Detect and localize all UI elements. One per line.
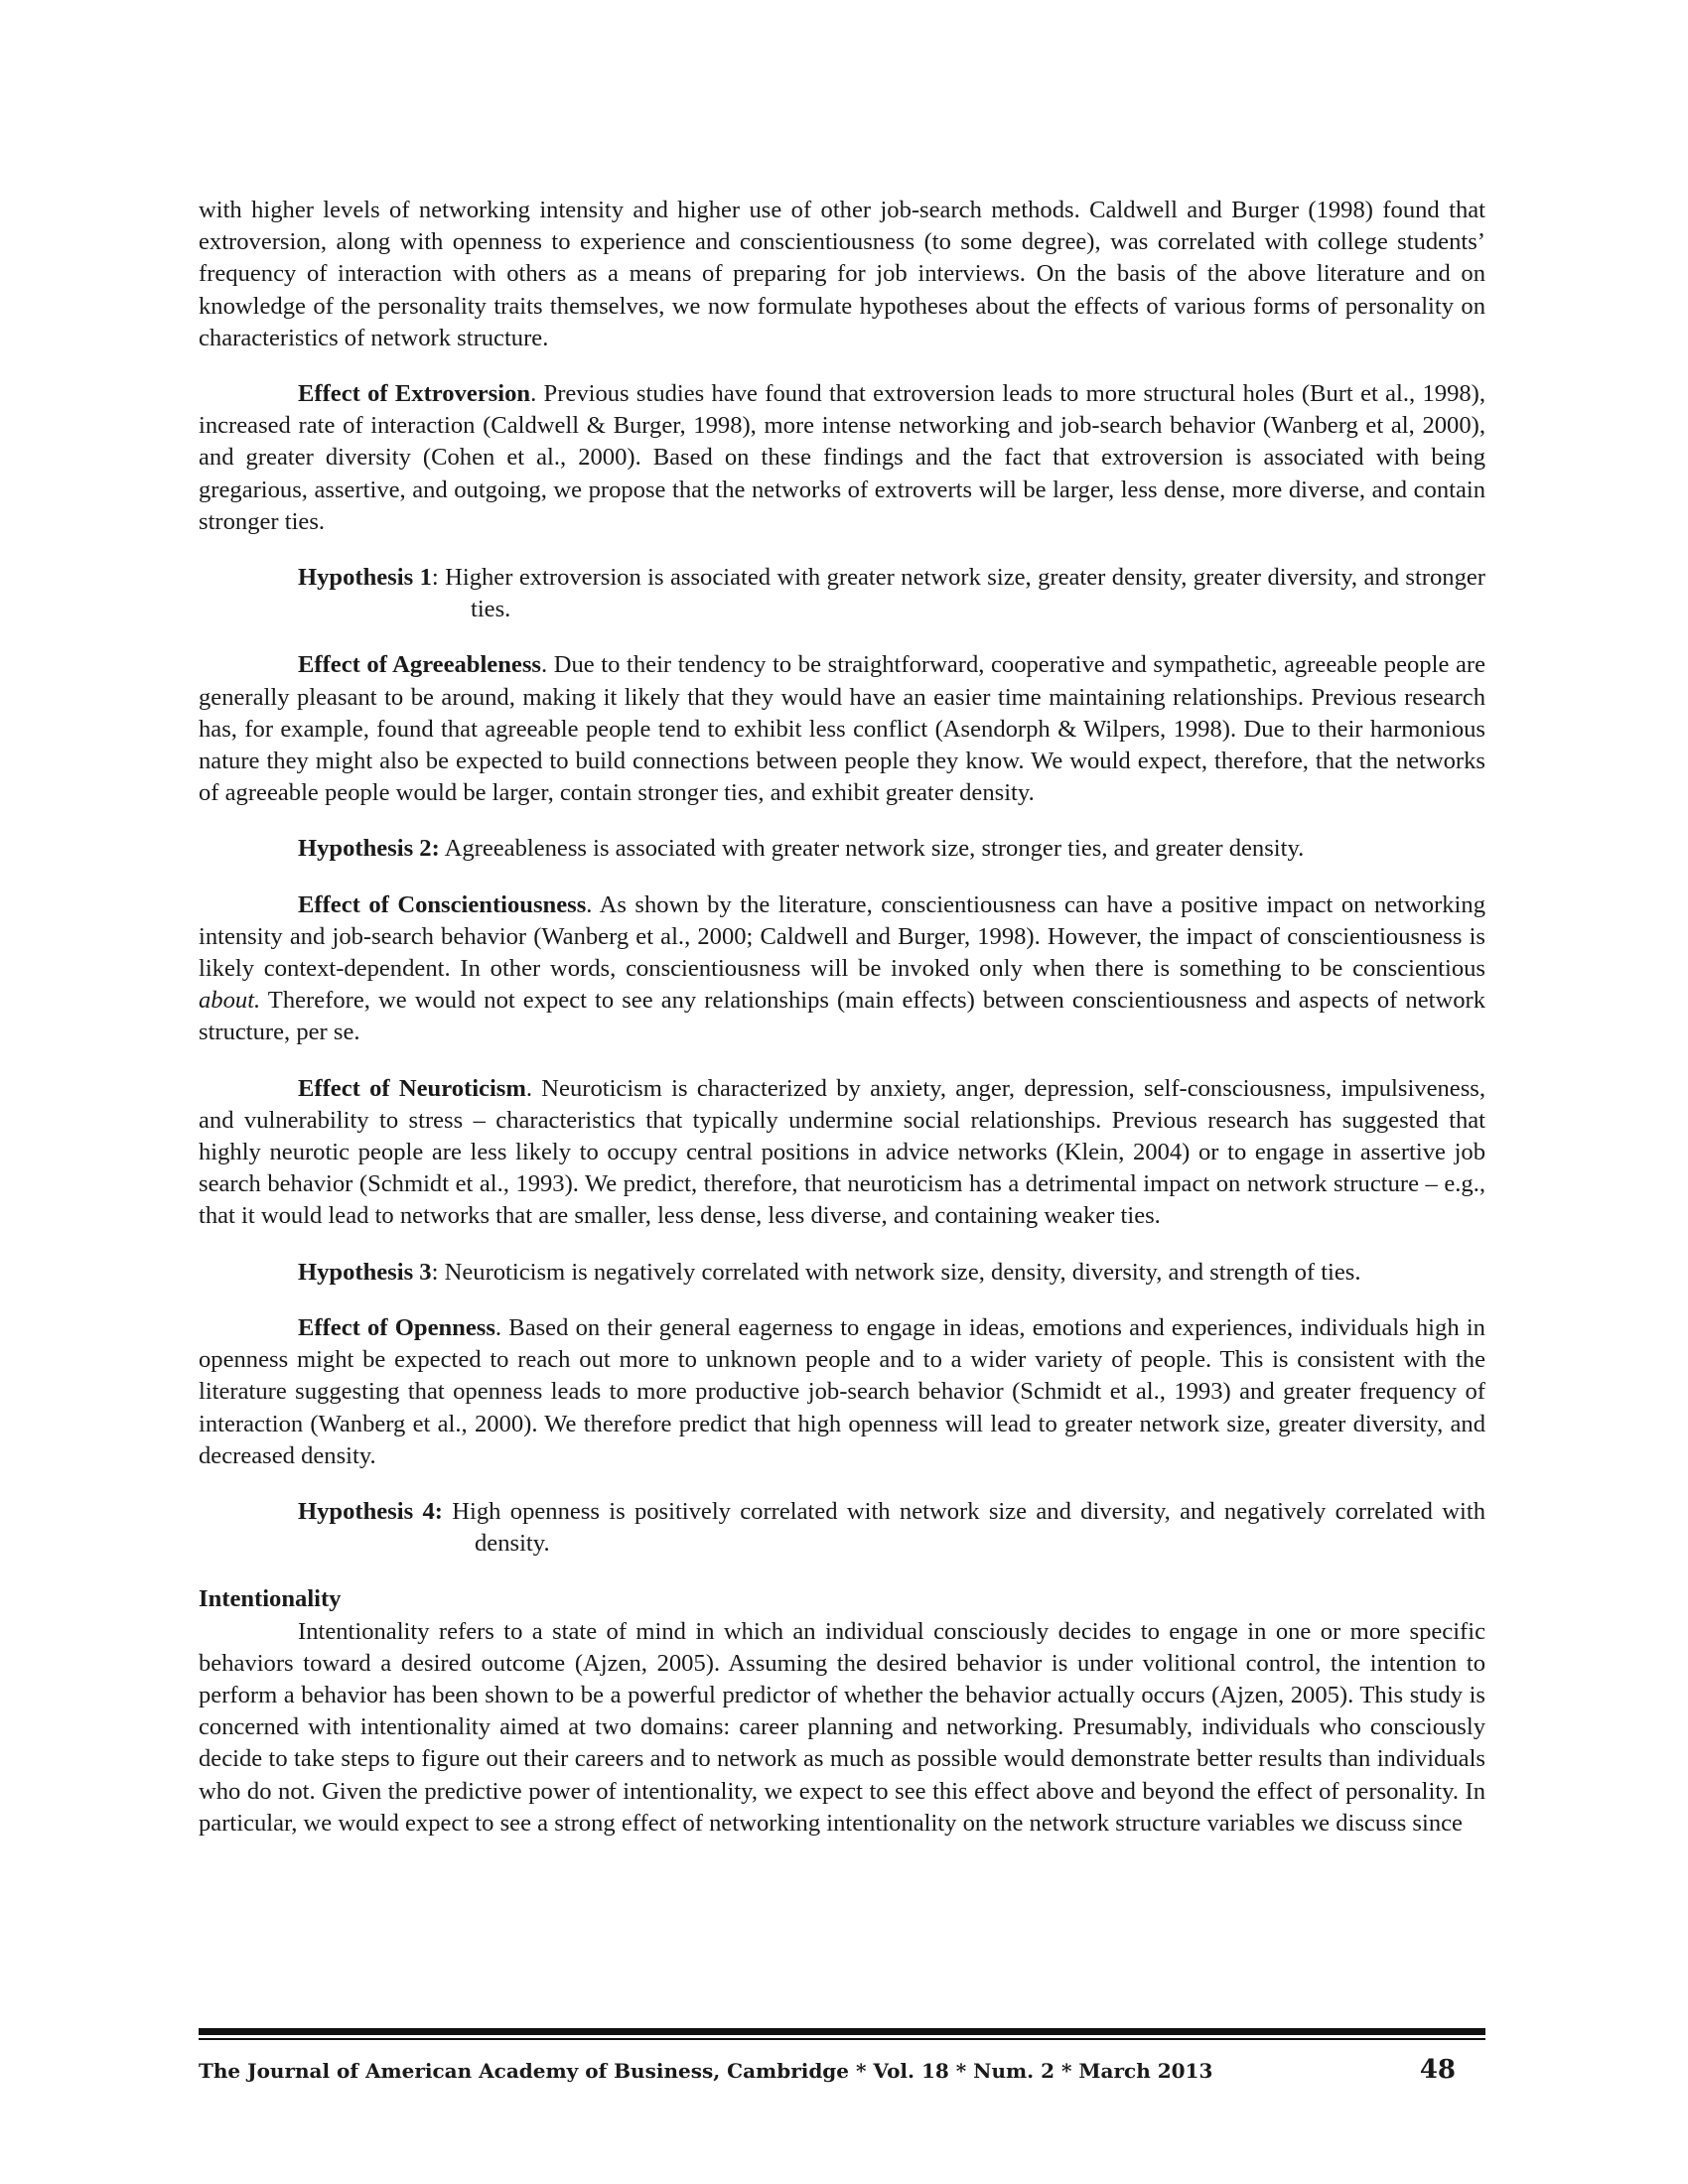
hypothesis-3: [298, 1257, 1485, 1289]
agreeableness-heading: Effect of Agreeableness: [298, 651, 541, 679]
hypothesis-3-text: : Neuroticism is negatively correlated with network size, density, diversity, and strength of ties.: [431, 1258, 1361, 1286]
neuroticism-heading: Effect of Neuroticism: [298, 1074, 526, 1102]
hypothesis-2: [298, 833, 1485, 865]
footer-rule-thick: [199, 2028, 1485, 2035]
hypothesis-4-text: High openness is positively correlated with network size and diversity, and negatively correlated with density.: [442, 1497, 1486, 1558]
openness-heading: Effect of Openness: [298, 1313, 495, 1341]
page-number: 48: [1419, 2055, 1456, 2085]
hypothesis-2-label: Hypothesis 2:: [298, 835, 440, 863]
extroversion-paragraph: [199, 378, 1485, 538]
extroversion-text: . Previous studies have found that extroversion leads to more structural holes (Burt et al., 1998), increased rate of interaction (Caldwell & Burger, 1998), more intense networking and job-search behavior (Wanberg et al, 2000), and greater diversity (Cohen et al., 2000). Based on these findings and the fact that extroversion is associated with being gregarious, assertive, and outgoing, we propose that the networks of extroverts will be larger, less dense, more diverse, and contain stronger ties.: [199, 380, 1485, 535]
neuroticism-paragraph: [199, 1073, 1485, 1233]
agreeableness-paragraph: [199, 649, 1485, 809]
conscientiousness-paragraph: [199, 889, 1485, 1049]
hypothesis-1-label: Hypothesis 1: [298, 564, 432, 592]
hypothesis-4: [298, 1496, 1485, 1560]
neuroticism-text: . Neuroticism is characterized by anxiety, anger, depression, self-consciousness, impulsiveness, and vulnerability to stress – characteristics that typically undermine social relationships. Previous research has suggested that highly neurotic people are less likely to occupy central positions in advice networks (Klein, 2004) or to engage in assertive job search behavior (Schmidt et al., 1993). We predict, therefore, that neuroticism has a detrimental impact on network structure – e.g., that it would lead to networks that are smaller, less dense, less diverse, and containing weaker ties.: [199, 1074, 1485, 1230]
article-body: [199, 195, 1485, 1840]
extroversion-heading: Effect of Extroversion: [298, 380, 531, 408]
openness-paragraph: [199, 1312, 1485, 1472]
hypothesis-4-label: Hypothesis 4:: [298, 1497, 443, 1525]
intentionality-paragraph: Intentionality refers to a state of mind in which an individual consciously decides to engage in one or more specific behaviors toward a desired outcome (Ajzen, 2005). Assuming the desired behavior is under volitional control, the intention to perform a behavior has been shown to be a powerful predictor of whether the behavior actually occurs (Ajzen, 2005). This study is concerned with intentionality aimed at two domains: career planning and networking. Presumably, individuals who consciously decide to take steps to figure out their careers and to network as much as possible would demonstrate better results than individuals who do not. Given the predictive power of intentionality, we expect to see this effect above and beyond the effect of personality. In particular, we would expect to see a strong effect of networking intentionality on the network structure variables we discuss since: [199, 1617, 1485, 1837]
conscientiousness-italic: about.: [199, 987, 261, 1015]
openness-text: . Based on their general eagerness to engage in ideas, emotions and experiences, individuals high in openness might be expected to reach out more to unknown people and to a wider variety of people. This is consistent with the literature suggesting that openness leads to more productive job-search behavior (Schmidt et al., 1993) and greater frequency of interaction (Wanberg et al., 2000). We therefore predict that high openness will lead to greater network size, greater diversity, and decreased density.: [199, 1313, 1485, 1469]
hypothesis-3-label: Hypothesis 3: [298, 1258, 432, 1286]
conscientiousness-text-after: Therefore, we would not expect to see any relationships (main effects) between conscientiousness and aspects of network structure, per se.: [199, 987, 1485, 1046]
intro-paragraph: with higher levels of networking intensity and higher use of other job-search methods. Caldwell and Burger (1998) found that extroversion, along with openness to experience and conscientiousness (to some degree), was correlated with college students’ frequency of interaction with others as a means of preparing for job interviews. On the basis of the above literature and on knowledge of the personality traits themselves, we now formulate hypotheses about the effects of various forms of personality on characteristics of network structure.: [199, 197, 1485, 351]
conscientiousness-heading: Effect of Conscientiousness: [298, 890, 587, 918]
conscientiousness-text-before: . As shown by the literature, conscientiousness can have a positive impact on networking intensity and job-search behavior (Wanberg et al., 2000; Caldwell and Burger, 1998). However, the impact of conscientiousness is likely context-dependent. In other words, conscientiousness will be invoked only when there is something to be conscientious: [199, 890, 1485, 983]
footer-rule-thin: [199, 2038, 1485, 2040]
agreeableness-text: . Due to their tendency to be straightforward, cooperative and sympathetic, agreeable people are generally pleasant to be around, making it likely that they would have an easier time maintaining relationships. Previous research has, for example, found that agreeable people tend to exhibit less conflict (Asendorph & Wilpers, 1998). Due to their harmonious nature they might also be expected to build connections between people they know. We would expect, therefore, that the networks of agreeable people would be larger, contain stronger ties, and exhibit greater density.: [199, 651, 1485, 807]
page-footer: [199, 2055, 1485, 2093]
hypothesis-2-text: Agreeableness is associated with greater network size, stronger ties, and greater density.: [439, 835, 1305, 863]
journal-citation: The Journal of American Academy of Business, Cambridge * Vol. 18 * Num. 2 * March 2013: [199, 2059, 1213, 2083]
hypothesis-1-text: : Higher extroversion is associated with greater network size, greater density, greater diversity, and stronger ties.: [431, 564, 1485, 623]
hypothesis-1: [298, 562, 1485, 625]
intentionality-heading: Intentionality: [199, 1585, 342, 1613]
